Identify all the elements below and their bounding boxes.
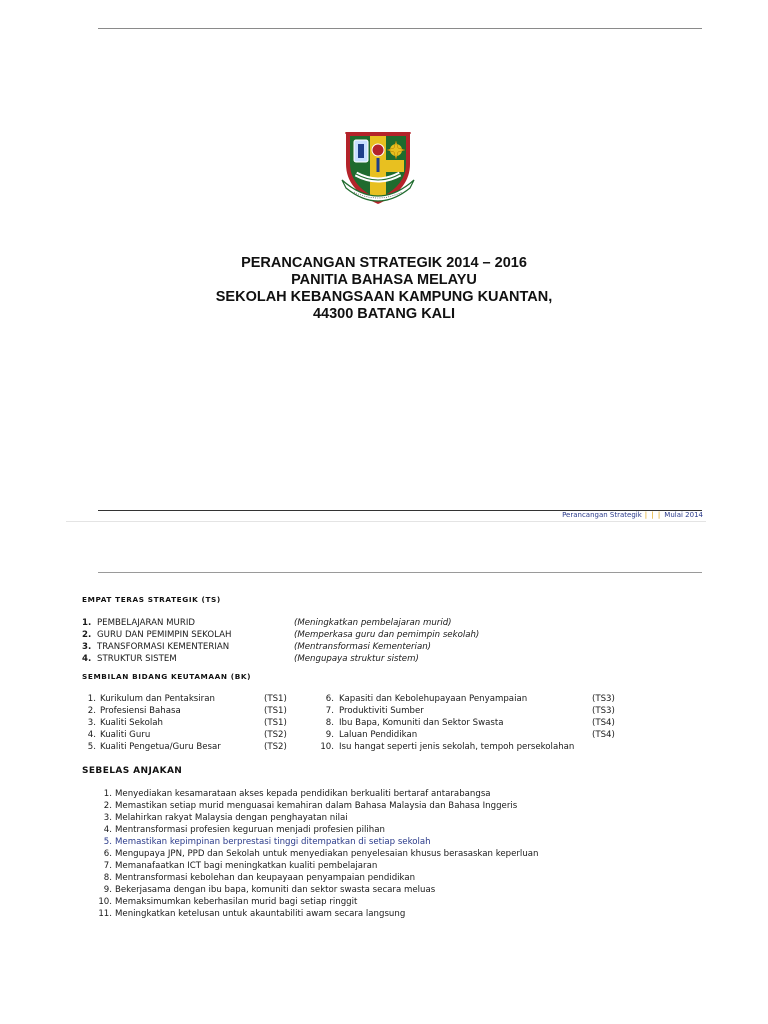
bidang-code: (TS3)	[592, 706, 615, 716]
list-item	[98, 909, 698, 921]
list-item	[82, 630, 702, 642]
anjakan-text: Mentransformasi kebolehan dan keupayaan penyampaian pendidikan	[115, 873, 416, 883]
list-item	[98, 825, 698, 837]
anjakan-text: Melahirkan rakyat Malaysia dengan penghayatan nilai	[115, 813, 348, 823]
table-row	[82, 730, 702, 742]
page-footer	[562, 511, 703, 519]
teras-description: (Meningkatkan pembelajaran murid)	[294, 618, 452, 628]
list-item	[82, 642, 702, 654]
teras-number: 1.	[82, 618, 92, 628]
bidang-label: Isu hangat seperti jenis sekolah, tempoh persekolahan	[339, 742, 575, 752]
bidang-label: Kualiti Sekolah	[100, 718, 163, 728]
anjakan-text: Memastikan setiap murid menguasai kemahiran dalam Bahasa Malaysia dan Bahasa Inggeris	[115, 801, 518, 811]
list-item	[98, 849, 698, 861]
anjakan-number: 2.	[103, 801, 112, 811]
bidang-label: Kualiti Guru	[100, 730, 151, 740]
bidang-number: 3.	[87, 718, 96, 728]
anjakan-text: Memaksimumkan keberhasilan murid bagi setiap ringgit	[115, 897, 358, 907]
bidang-label: Produktiviti Sumber	[339, 706, 424, 716]
title-line-3: SEKOLAH KEBANGSAAN KAMPUNG KUANTAN,	[215, 289, 553, 305]
anjakan-text: Bekerjasama dengan ibu bapa, komuniti dan sektor swasta secara meluas	[115, 885, 436, 895]
teras-description: (Mentransformasi Kementerian)	[294, 642, 432, 652]
school-crest-icon	[340, 130, 416, 206]
anjakan-list	[98, 789, 698, 921]
table-row	[82, 718, 702, 730]
bidang-code: (TS3)	[592, 694, 615, 704]
bidang-code: (TS1)	[264, 706, 287, 716]
table-row	[82, 706, 702, 718]
bidang-code: (TS1)	[264, 718, 287, 728]
table-row	[82, 742, 702, 754]
teras-label: TRANSFORMASI KEMENTERIAN	[97, 642, 230, 652]
anjakan-number: 9.	[103, 885, 112, 895]
anjakan-number: 3.	[103, 813, 112, 823]
anjakan-number: 8.	[103, 873, 112, 883]
bidang-heading: SEMBILAN BIDANG KEUTAMAAN (BK)	[82, 672, 252, 681]
bidang-code: (TS2)	[264, 742, 287, 752]
bidang-number: 2.	[87, 706, 96, 716]
bidang-code: (TS4)	[592, 718, 615, 728]
anjakan-text: Mengupaya JPN, PPD dan Sekolah untuk menyediakan penyelesaian khusus berasaskan keperluan	[115, 849, 539, 859]
bidang-code: (TS2)	[264, 730, 287, 740]
anjakan-text: Memanafaatkan ICT bagi meningkatkan kualiti pembelajaran	[115, 861, 378, 871]
anjakan-number: 4.	[103, 825, 112, 835]
list-item	[98, 801, 698, 813]
anjakan-number: 6.	[103, 849, 112, 859]
teras-label: GURU DAN PEMIMPIN SEKOLAH	[97, 630, 232, 640]
title-line-4: 44300 BATANG KALI	[312, 306, 456, 322]
teras-list	[82, 618, 702, 666]
anjakan-text: Memastikan kepimpinan berprestasi tinggi ditempatkan di setiap sekolah	[115, 837, 431, 847]
bidang-number: 1.	[87, 694, 96, 704]
anjakan-number: 10.	[98, 897, 112, 907]
bidang-label: Ibu Bapa, Komuniti dan Sektor Swasta	[339, 718, 504, 728]
title-line-1: PERANCANGAN STRATEGIK 2014 – 2016	[241, 255, 527, 271]
list-item	[98, 885, 698, 897]
teras-description: (Memperkasa guru dan pemimpin sekolah)	[294, 630, 480, 640]
anjakan-text: Mentransformasi profesien keguruan menjadi profesien pilihan	[115, 825, 385, 835]
anjakan-number: 7.	[103, 861, 112, 871]
bidang-code: (TS1)	[264, 694, 287, 704]
list-item	[98, 897, 698, 909]
bidang-number: 4.	[87, 730, 96, 740]
anjakan-number: 1.	[103, 789, 112, 799]
teras-label: PEMBELAJARAN MURID	[97, 618, 195, 628]
bidang-number: 6.	[325, 694, 334, 704]
list-item	[98, 873, 698, 885]
bidang-label: Laluan Pendidikan	[339, 730, 418, 740]
footer-date: Mulai 2014	[664, 511, 703, 519]
table-row	[82, 694, 702, 706]
bidang-label: Profesiensi Bahasa	[100, 706, 181, 716]
list-item	[98, 789, 698, 801]
page-two-top-rule	[98, 572, 702, 573]
bidang-number: 9.	[325, 730, 334, 740]
bidang-number: 5.	[87, 742, 96, 752]
teras-description: (Mengupaya struktur sistem)	[294, 654, 419, 664]
page-top-rule	[98, 28, 702, 29]
teras-number: 4.	[82, 654, 92, 664]
list-item	[98, 861, 698, 873]
bidang-number: 8.	[325, 718, 334, 728]
teras-heading: EMPAT TERAS STRATEGIK (TS)	[82, 595, 221, 604]
anjakan-heading: SEBELAS ANJAKAN	[82, 766, 183, 776]
title-line-2: PANITIA BAHASA MELAYU	[291, 272, 477, 288]
page-break-rule	[66, 521, 706, 522]
list-item	[98, 813, 698, 825]
document-title	[100, 255, 668, 323]
bidang-number: 10.	[320, 742, 334, 752]
teras-number: 3.	[82, 642, 92, 652]
bidang-list	[82, 694, 702, 754]
list-item	[82, 618, 702, 630]
anjakan-number: 11.	[98, 909, 112, 919]
teras-number: 2.	[82, 630, 92, 640]
list-item	[98, 837, 698, 849]
anjakan-text: Menyediakan kesamarataan akses kepada pendidikan berkualiti bertaraf antarabangsa	[115, 789, 491, 799]
bidang-label: Kurikulum dan Pentaksiran	[100, 694, 215, 704]
bidang-code: (TS4)	[592, 730, 615, 740]
teras-label: STRUKTUR SISTEM	[97, 654, 177, 664]
footer-label: Perancangan Strategik	[562, 511, 642, 519]
anjakan-text: Meningkatkan ketelusan untuk akauntabiliti awam secara langsung	[115, 909, 406, 919]
bidang-number: 7.	[325, 706, 334, 716]
footer-separator: | | |	[644, 511, 662, 519]
bidang-label: Kualiti Pengetua/Guru Besar	[100, 742, 221, 752]
anjakan-number: 5.	[103, 837, 112, 847]
list-item	[82, 654, 702, 666]
bidang-label: Kapasiti dan Kebolehupayaan Penyampaian	[339, 694, 528, 704]
